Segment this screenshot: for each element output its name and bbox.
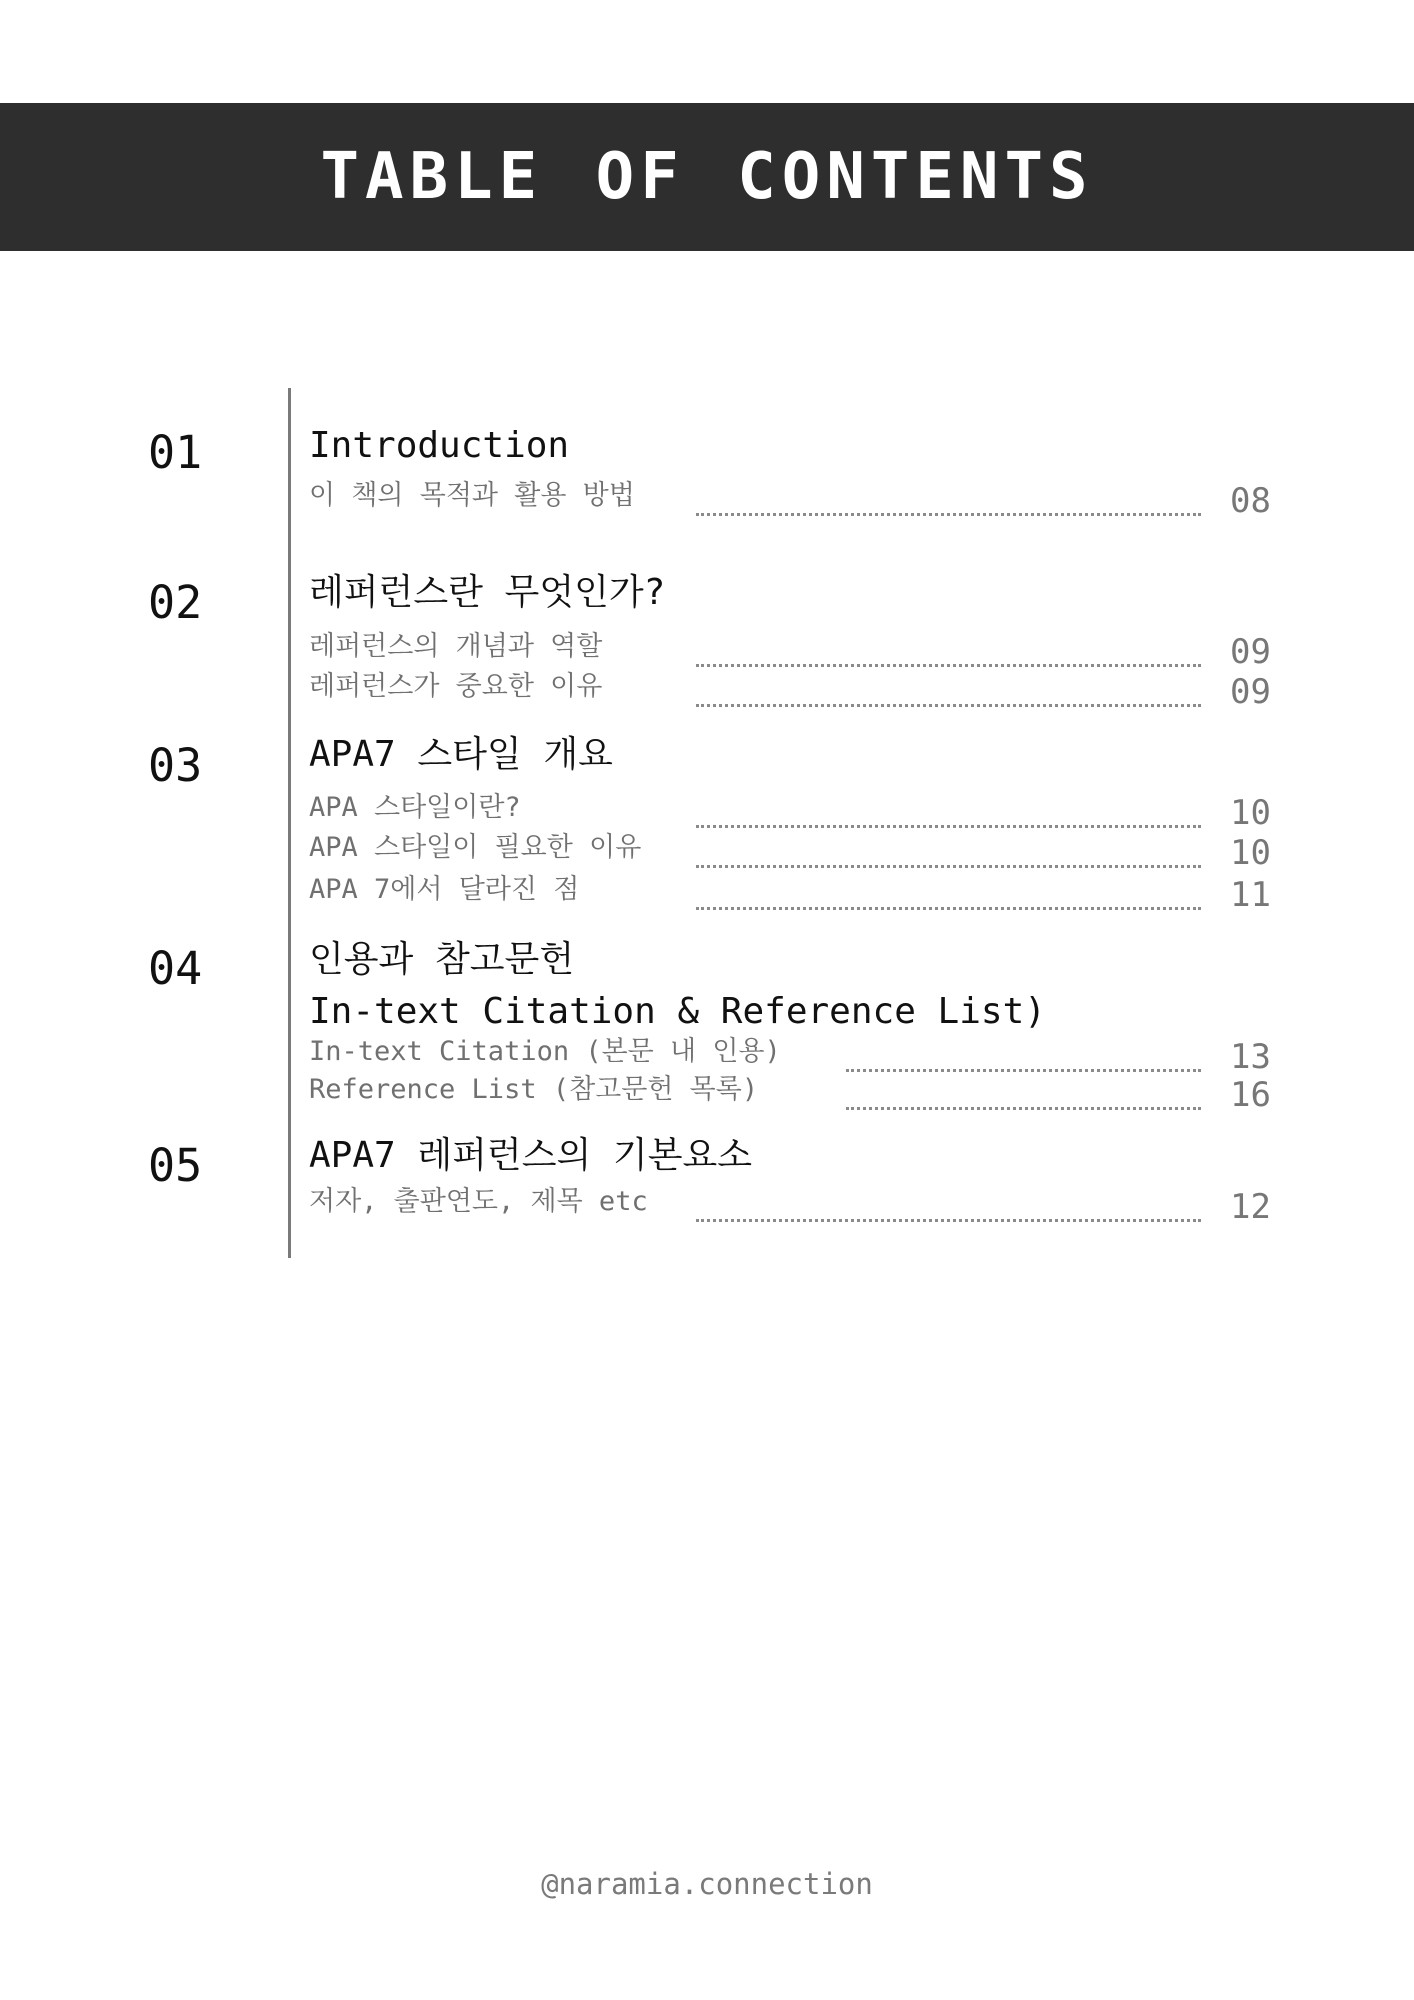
toc-entry[interactable] <box>309 1076 1271 1116</box>
section-title: Introduction <box>309 425 570 466</box>
dot-leader <box>696 704 1201 707</box>
dot-leader <box>846 1107 1201 1110</box>
toc-entry[interactable] <box>309 794 1271 834</box>
toc-entry-label: 레퍼런스의 개념과 역할 <box>309 631 603 662</box>
section-title: 인용과 참고문헌 <box>309 939 575 980</box>
toc-entry-page: 11 <box>1230 875 1271 915</box>
section-number: 01 <box>148 426 203 479</box>
toc-entry[interactable] <box>309 1038 1271 1078</box>
toc-entry-page: 12 <box>1230 1187 1271 1227</box>
toc-entry-page: 09 <box>1230 672 1271 712</box>
toc-entry[interactable] <box>309 633 1271 673</box>
vertical-divider <box>288 388 291 1258</box>
dot-leader <box>696 1219 1201 1222</box>
section-title: APA7 레퍼런스의 기본요소 <box>309 1135 753 1176</box>
title-banner <box>0 103 1414 251</box>
dot-leader <box>696 513 1201 516</box>
dot-leader <box>696 825 1201 828</box>
page-title: TABLE OF CONTENTS <box>320 140 1094 214</box>
dot-leader <box>696 664 1201 667</box>
toc-entry-page: 10 <box>1230 833 1271 873</box>
toc-entry-label: In-text Citation (본문 내 인용) <box>309 1036 781 1067</box>
footer-handle: @naramia.connection <box>541 1867 873 1901</box>
toc-entry-label: APA 7에서 달라진 점 <box>309 874 580 905</box>
section-number: 05 <box>148 1139 203 1192</box>
section-number: 04 <box>148 942 203 995</box>
toc-entry-label: 이 책의 목적과 활용 방법 <box>309 480 635 511</box>
section-title: APA7 스타일 개요 <box>309 734 613 775</box>
toc-entry[interactable] <box>309 1188 1271 1228</box>
section-number: 02 <box>148 576 203 629</box>
toc-entry-page: 09 <box>1230 632 1271 672</box>
toc-entry-page: 08 <box>1230 481 1271 521</box>
toc-entry-page: 13 <box>1230 1037 1271 1077</box>
toc-entry[interactable] <box>309 673 1271 713</box>
toc-entry[interactable] <box>309 834 1271 874</box>
dot-leader <box>696 907 1201 910</box>
toc-entry-label: APA 스타일이 필요한 이유 <box>309 832 642 863</box>
dot-leader <box>846 1069 1201 1072</box>
toc-entry-page: 10 <box>1230 793 1271 833</box>
toc-entry-label: APA 스타일이란? <box>309 792 521 823</box>
dot-leader <box>696 865 1201 868</box>
toc-entry-label: 레퍼런스가 중요한 이유 <box>309 671 603 702</box>
section-title: 레퍼런스란 무엇인가? <box>309 572 666 613</box>
toc-entry-label: 저자, 출판연도, 제목 etc <box>309 1186 648 1217</box>
section-subtitle: In-text Citation & Reference List) <box>309 991 1046 1032</box>
toc-entry[interactable] <box>309 482 1271 522</box>
toc-entry-label: Reference List (참고문헌 목록) <box>309 1074 759 1105</box>
section-number: 03 <box>148 739 203 792</box>
toc-entry[interactable] <box>309 876 1271 916</box>
toc-entry-page: 16 <box>1230 1075 1271 1115</box>
